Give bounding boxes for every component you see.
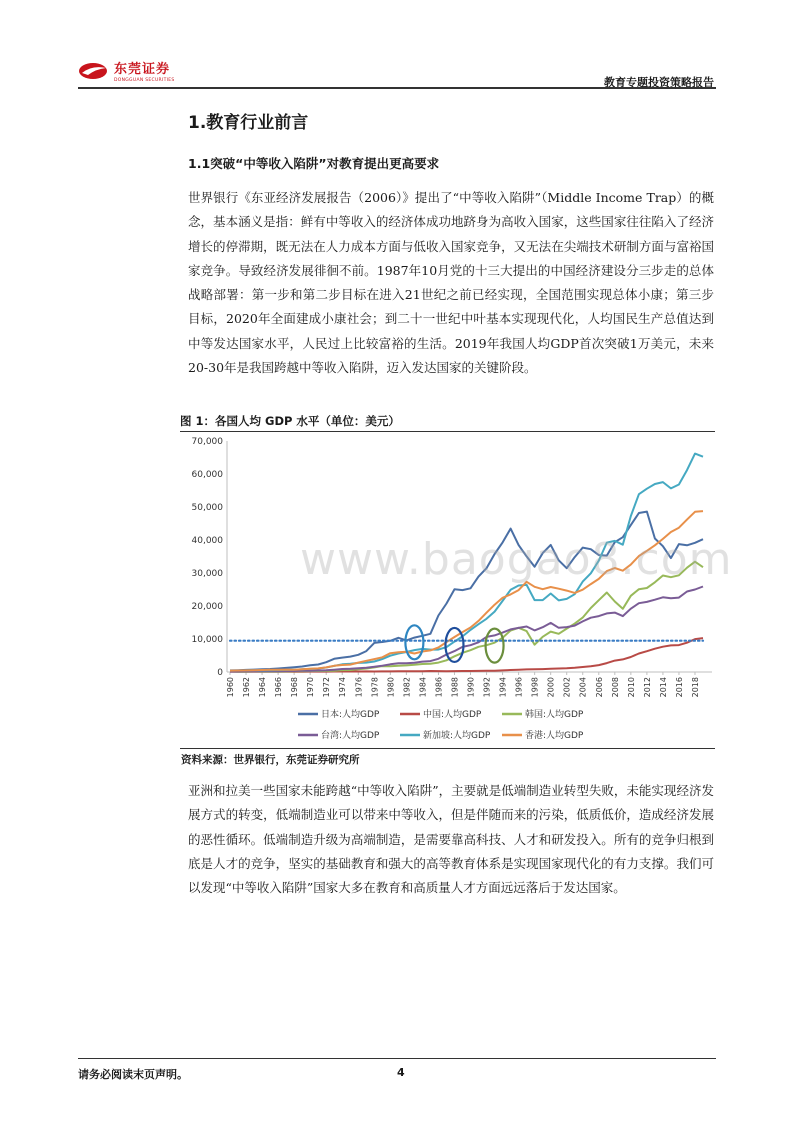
x-tick-label: 1960	[226, 677, 235, 698]
x-tick-label: 1972	[322, 677, 332, 698]
x-tick-label: 1976	[354, 677, 364, 698]
y-tick-label: 30,000	[191, 569, 223, 579]
y-tick-label: 50,000	[191, 503, 223, 513]
x-tick-label: 1998	[530, 677, 540, 698]
watermark: www.baogao8.com	[300, 534, 733, 585]
x-tick-label: 1982	[402, 677, 412, 698]
x-tick-label: 2006	[594, 677, 604, 698]
logo-name: 东莞证券	[114, 62, 171, 77]
x-tick-label: 1968	[290, 677, 300, 698]
figure-source: 资料来源：世界银行，东莞证券研究所	[181, 754, 360, 766]
figure-bottom-rule	[180, 748, 715, 749]
x-tick-label: 1990	[466, 677, 476, 698]
analysis-paragraph: 亚洲和拉美一些国家未能跨越“中等收入陷阱”，主要就是低端制造业转型失败，未能实现经济发展方式的转变，低端制造业可以带来中等收入，但是伴随而来的污染，低质低价，造成经济发展的恶性循环。低端制造升级为高端制造，是需要靠高科技、人才和研发投入。所有的竞争归根到底是人才的竞争，坚实的基础教育和强大的高等教育体系是实现国家现代化的有力支撑。我们可以发现“中等收入陷阱”国家大多在教育和高质量人才方面远远落后于发达国家。	[188, 783, 714, 896]
y-tick-label: 20,000	[191, 602, 223, 612]
legend-label: 新加坡:人均GDP	[423, 731, 491, 741]
legend-label: 台湾:人均GDP	[321, 731, 380, 741]
x-tick-label: 1970	[306, 677, 316, 698]
page-header	[78, 50, 714, 90]
logo-swoosh-icon	[78, 61, 110, 81]
x-tick-label: 1996	[514, 677, 524, 698]
x-tick-label: 1964	[258, 677, 268, 698]
header-divider	[78, 87, 716, 89]
x-tick-label: 1974	[338, 677, 348, 698]
legend-label: 日本:人均GDP	[321, 710, 380, 720]
legend-label: 中国:人均GDP	[423, 710, 482, 720]
y-tick-label: 70,000	[191, 437, 223, 447]
subsection-heading: 1.1突破“中等收入陷阱”对教育提出更高要求	[188, 156, 440, 171]
x-tick-label: 1994	[498, 677, 508, 698]
x-tick-label: 1966	[274, 677, 284, 698]
y-tick-label: 40,000	[191, 536, 223, 546]
x-tick-label: 2000	[546, 677, 556, 698]
legend-label: 韩国:人均GDP	[525, 710, 584, 720]
x-tick-label: 1992	[482, 677, 492, 698]
x-tick-label: 1962	[242, 677, 252, 698]
x-tick-label: 2014	[658, 677, 668, 698]
logo-subtitle: DONGGUAN SECURITIES	[114, 78, 175, 83]
y-tick-label: 0	[217, 668, 223, 678]
legend-label: 香港:人均GDP	[525, 731, 584, 741]
x-tick-label: 1986	[434, 677, 444, 698]
report-title: 教育专题投资策略报告	[604, 76, 714, 89]
page-number: 4	[397, 1066, 405, 1079]
x-tick-label: 2010	[626, 677, 636, 698]
figure-title: 图 1：各国人均 GDP 水平（单位：美元）	[180, 414, 400, 428]
gdp-chart	[180, 431, 715, 748]
footer-divider	[78, 1058, 716, 1059]
footer-disclaimer: 请务必阅读末页声明。	[78, 1068, 188, 1081]
y-tick-label: 10,000	[191, 635, 223, 645]
company-logo	[78, 58, 175, 83]
section-heading: 1.教育行业前言	[188, 113, 309, 133]
y-tick-label: 60,000	[191, 470, 223, 480]
x-tick-label: 2008	[610, 677, 620, 698]
x-tick-label: 1980	[386, 677, 396, 698]
x-tick-label: 1988	[450, 677, 460, 698]
x-tick-label: 2012	[642, 677, 652, 698]
gdp-chart-svg	[180, 431, 715, 748]
x-tick-label: 1984	[418, 677, 428, 698]
x-tick-label: 2016	[674, 677, 684, 698]
x-tick-label: 1978	[370, 677, 380, 698]
x-tick-label: 2004	[578, 677, 588, 698]
x-tick-label: 2002	[562, 677, 572, 698]
intro-paragraph: 世界银行《东亚经济发展报告（2006）》提出了“中等收入陷阱”（Middle Income Trap）的概念，基本涵义是指：鲜有中等收入的经济体成功地跻身为高收入国家，这些国家往往陷入了经济增长的停滞期，既无法在人力成本方面与低收入国家竞争，又无法在尖端技术研制方面与富裕国家竞争。导致经济发展徘徊不前。1987年10月党的十三大提出的中国经济建设分三步走的总体战略部署：第一步和第二步目标在进入21世纪之前已经实现，全国范围实现总体小康；第三步目标，2020年全面建成小康社会；到二十一世纪中叶基本实现现代化，人均国民生产总值达到中等发达国家水平，人民过上比较富裕的生活。2019年我国人均GDP首次突破1万美元，未来20-30年是我国跨越中等收入陷阱，迈入发达国家的关键阶段。	[188, 190, 714, 376]
x-tick-label: 2018	[690, 677, 700, 698]
